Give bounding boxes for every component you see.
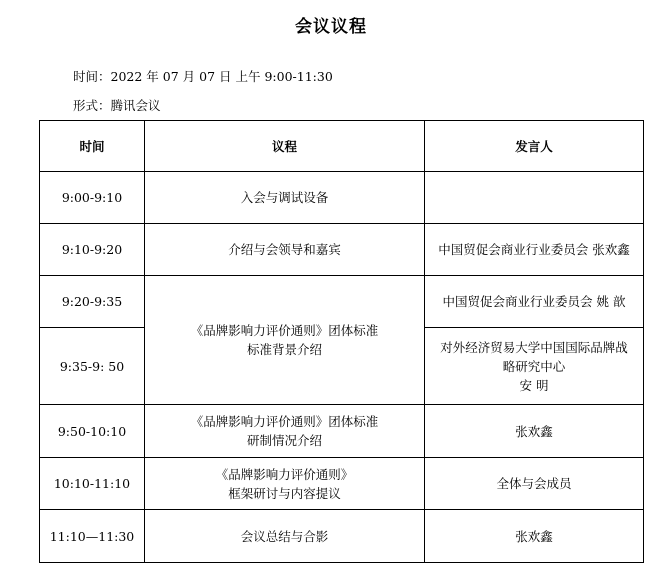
agenda-cell — [145, 405, 425, 458]
agenda-line: 入会与调试设备 — [240, 190, 329, 205]
speaker-cell — [425, 510, 644, 563]
time-cell: 9:35-9: 50 — [40, 328, 145, 405]
agenda-line: 《品牌影响力评价通则》团体标准 — [190, 414, 379, 429]
speaker-line: 张欢鑫 — [515, 423, 553, 439]
header-speaker: 发言人 — [425, 121, 644, 172]
speaker-cell — [425, 224, 644, 276]
speaker-cell — [425, 328, 644, 405]
time-cell: 10:10-11:10 — [40, 458, 145, 510]
agenda-line: 框架研讨与内容提议 — [228, 485, 341, 501]
page-title: 会议议程 — [295, 17, 367, 37]
time-label: 时间： — [73, 69, 111, 84]
table-row — [40, 224, 644, 276]
time-value: 2022 年 07 月 07 日 上午 9:00-11:30 — [110, 69, 333, 84]
time-cell: 11:10—11:30 — [40, 510, 145, 563]
meeting-time — [73, 67, 333, 85]
table-row — [40, 458, 644, 510]
agenda-cell — [145, 510, 425, 563]
time-cell: 9:00-9:10 — [40, 172, 145, 224]
agenda-table — [39, 120, 644, 563]
time-cell: 9:20-9:35 — [40, 276, 145, 328]
speaker-line: 张欢鑫 — [515, 528, 553, 544]
header-agenda: 议程 — [145, 121, 425, 172]
agenda-line: 研制情况介绍 — [246, 433, 322, 448]
table-row — [40, 172, 644, 224]
speaker-cell — [425, 276, 644, 328]
agenda-line: 《品牌影响力评价通则》 — [215, 466, 354, 482]
speaker-cell — [425, 172, 644, 224]
agenda-line: 会议总结与合影 — [240, 528, 329, 544]
speaker-line: 全体与会成员 — [496, 476, 572, 491]
agenda-cell — [145, 172, 425, 224]
table-row — [40, 276, 644, 328]
speaker-cell — [425, 458, 644, 510]
speaker-line: 对外经济贸易大学中国国际品牌战 — [440, 339, 628, 355]
agenda-line: 标准背景介绍 — [246, 342, 322, 357]
meeting-form — [73, 96, 161, 114]
header-time: 时间 — [40, 121, 145, 172]
agenda-cell — [145, 224, 425, 276]
speaker-cell — [425, 405, 644, 458]
table-row — [40, 510, 644, 563]
table-row — [40, 405, 644, 458]
agenda-line: 《品牌影响力评价通则》团体标准 — [190, 323, 379, 338]
agenda-cell — [145, 458, 425, 510]
speaker-line: 中国贸促会商业行业委员会 姚 歆 — [442, 294, 626, 309]
form-value: 腾讯会议 — [110, 98, 161, 113]
time-cell: 9:50-10:10 — [40, 405, 145, 458]
speaker-line: 略研究中心 — [502, 358, 566, 374]
form-label: 形式： — [73, 98, 111, 113]
time-cell: 9:10-9:20 — [40, 224, 145, 276]
speaker-line: 中国贸促会商业行业委员会 张欢鑫 — [438, 242, 630, 257]
speaker-line: 安 明 — [519, 377, 549, 393]
agenda-cell — [145, 276, 425, 405]
table-header-row — [40, 121, 644, 172]
agenda-line: 介绍与会领导和嘉宾 — [228, 242, 341, 257]
